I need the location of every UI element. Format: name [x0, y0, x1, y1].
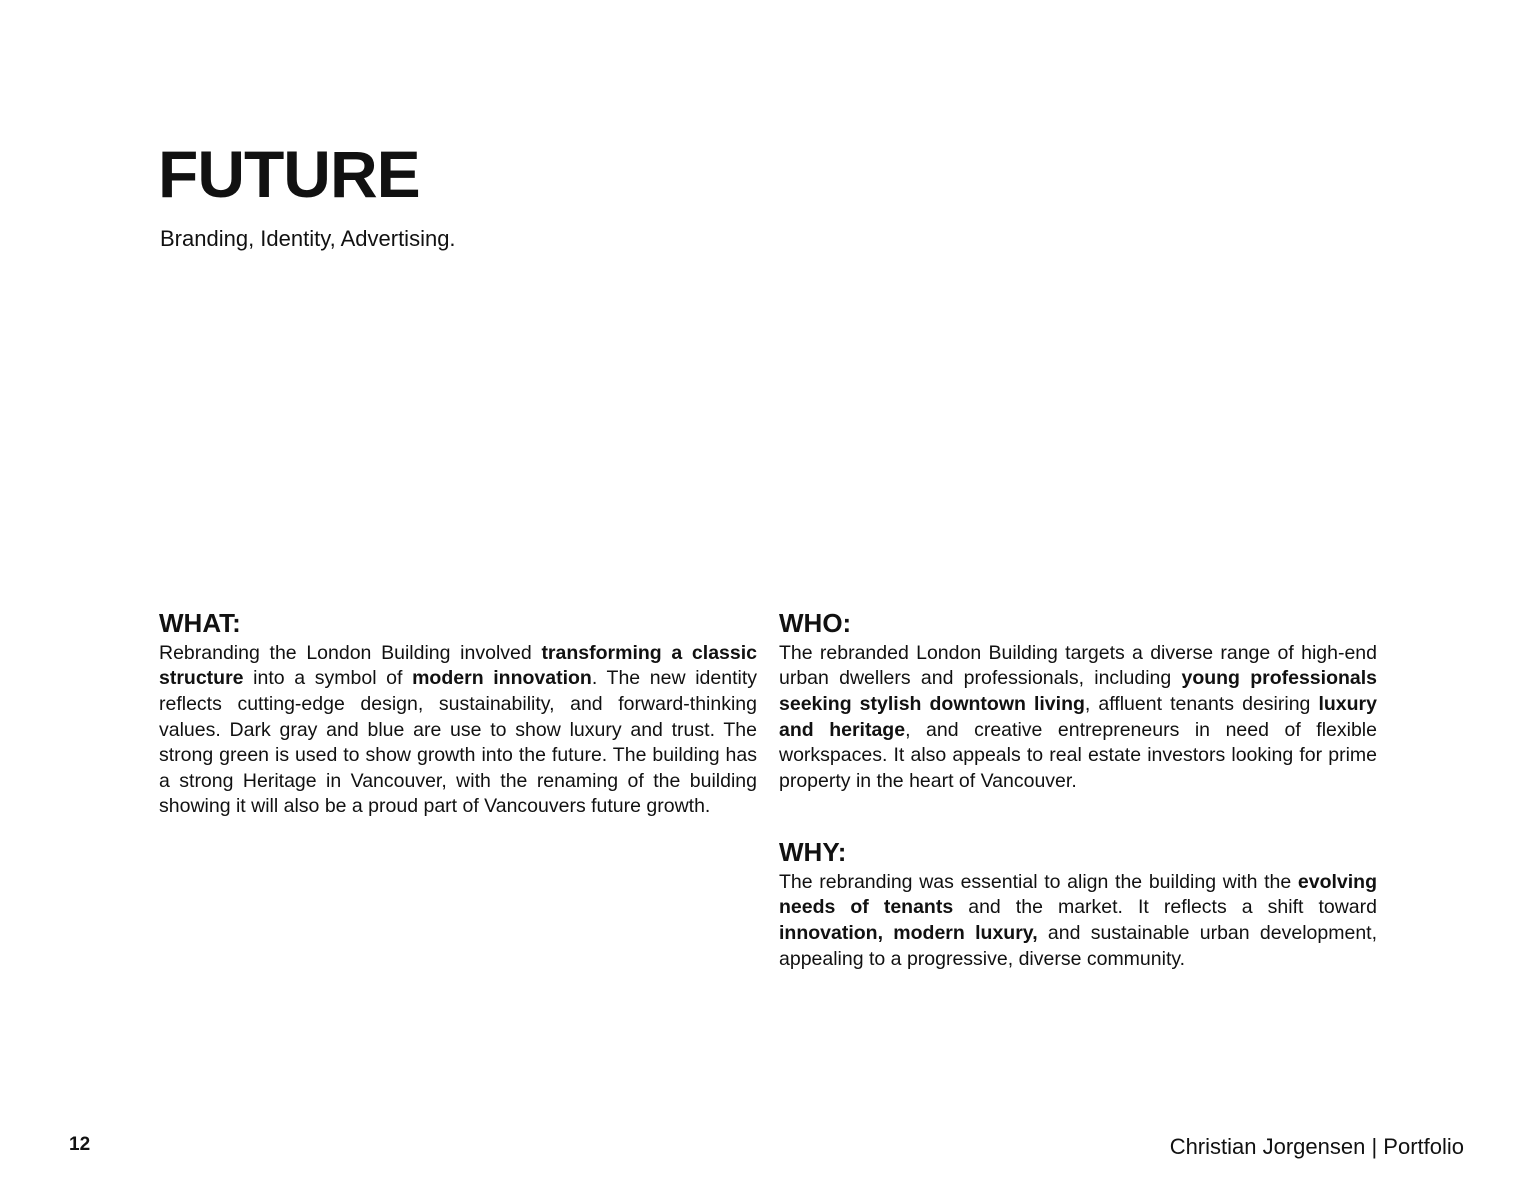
why-text: and the market. It reflects a shift toward — [953, 896, 1377, 919]
who-highlight: luxury and heritage — [779, 693, 1377, 741]
why-body — [779, 870, 1377, 972]
what-text: into a symbol of — [243, 667, 413, 690]
what-heading: WHAT: — [159, 608, 241, 638]
who-text: , and creative entrepreneurs in need of flexible workspaces. It also appeals to real estate investors looking for prime property in the heart of Vancouver. — [779, 718, 1377, 792]
what-highlight: transforming a classic structure — [159, 641, 757, 690]
what-section — [159, 609, 757, 820]
who-highlight: young professionals seeking stylish downtown living — [779, 667, 1377, 716]
why-section — [779, 838, 1377, 972]
why-highlight: evolving needs of tenants — [779, 870, 1377, 919]
why-text: and sustainable urban development, appealing to a progressive, diverse community. — [779, 922, 1378, 970]
what-highlight: modern innovation — [412, 667, 592, 690]
what-body — [159, 641, 757, 820]
who-text: The rebranded London Building targets a diverse range of high-end urban dwellers and professionals, including — [779, 641, 1377, 690]
who-section — [779, 609, 1377, 794]
why-heading: WHY: — [779, 837, 847, 867]
page-subtitle: Branding, Identity, Advertising. — [160, 226, 456, 251]
footer-credit: Christian Jorgensen | Portfolio — [1169, 1134, 1464, 1159]
what-text: . The new identity reflects cutting-edge design, sustainability, and forward-thinking values. Dark gray and blue are use to show luxury and trust. The strong green is used to show growth into the future. The building has a strong Heritage in Vancouver, with the renaming of the building showing it will also be a proud part of Vancouvers future growth. — [159, 667, 757, 818]
why-text: The rebranding was essential to align the building with the — [779, 870, 1298, 893]
page-number: 12 — [69, 1134, 91, 1155]
why-highlight: innovation, modern luxury, — [779, 922, 1038, 945]
who-heading: WHO: — [779, 608, 852, 638]
what-text: Rebranding the London Building involved — [159, 641, 542, 664]
who-body — [779, 641, 1377, 795]
page-title: FUTURE — [158, 137, 420, 211]
who-text: , affluent tenants desiring — [1084, 693, 1319, 716]
